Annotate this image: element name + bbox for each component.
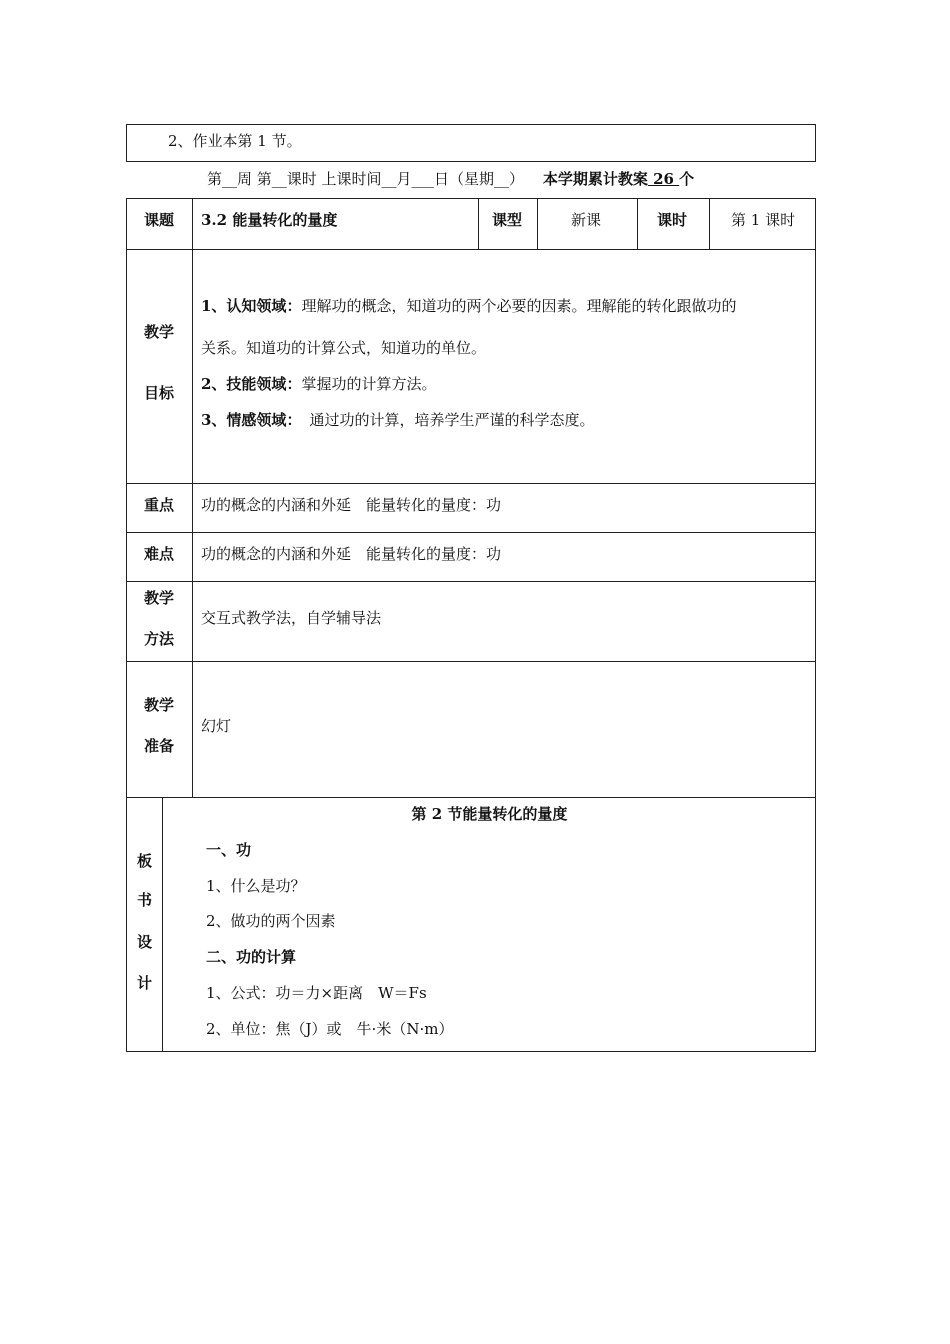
goal-skill-head: 2、技能领域：: [201, 375, 302, 393]
goal-affective-text: 通过功的计算，培养学生严谨的科学态度。: [309, 411, 595, 429]
method-value: 交互式教学法，自学辅导法: [201, 609, 382, 627]
key-value: 功的概念的内涵和外延 能量转化的量度：功: [201, 496, 502, 514]
board-line-2: 2、做功的两个因素: [206, 912, 336, 930]
header-total-count: 26: [647, 170, 680, 188]
type-label: 课型: [492, 211, 523, 229]
board-heading-work: 一、功: [206, 841, 252, 859]
goal-affective: [201, 409, 594, 430]
homework-text: 2、作业本第 1 节。: [168, 132, 302, 150]
difficult-value: 功的概念的内涵和外延 能量转化的量度：功: [201, 545, 502, 563]
method-label-2: 方法: [144, 630, 175, 648]
header-schedule: 第__周 第__课时 上课时间__月___日（星期__）: [207, 170, 525, 188]
board-label-char-3: 设: [137, 933, 153, 951]
hours-value: 第 1 课时: [731, 211, 796, 229]
prep-label-1: 教学: [144, 696, 175, 714]
goal-affective-head: 3、情感领域：: [201, 411, 302, 429]
hours-label: 课时: [657, 211, 688, 229]
goal-skill: [201, 373, 436, 394]
goal-cognitive: [201, 295, 736, 316]
title-label: 课题: [144, 211, 175, 229]
title-value: 3.2 能量转化的量度: [201, 211, 338, 229]
board-line-4: 2、单位：焦（J）或 牛·米（N·m）: [206, 1020, 454, 1038]
type-value: 新课: [571, 211, 602, 229]
board-title: 第 2 节能量转化的量度: [411, 805, 568, 823]
board-label-char-1: 板: [137, 852, 153, 870]
goals-label-1: 教学: [144, 323, 175, 341]
board-label-char-4: 计: [137, 974, 153, 992]
board-heading-calc: 二、功的计算: [206, 948, 297, 966]
header-total-label: 本学期累计教案: [542, 170, 648, 188]
board-line-3: 1、公式：功＝力×距离 W＝Fs: [206, 984, 427, 1002]
goals-label-2: 目标: [144, 384, 175, 402]
difficult-label: 难点: [144, 545, 175, 563]
prep-value: 幻灯: [201, 717, 232, 735]
header-total-unit: 个: [679, 170, 695, 188]
header-line: [207, 168, 694, 189]
method-label-1: 教学: [144, 589, 175, 607]
board-label-char-2: 书: [137, 891, 153, 909]
goal-skill-text: 掌握功的计算方法。: [301, 375, 437, 393]
prep-label-2: 准备: [144, 737, 175, 755]
goal-cognitive-text: 理解功的概念，知道功的两个必要的因素。理解能的转化跟做功的: [301, 297, 737, 315]
board-line-1: 1、什么是功？: [206, 877, 306, 895]
goal-cognitive-cont: 关系。知道功的计算公式，知道功的单位。: [201, 339, 487, 357]
key-label: 重点: [144, 496, 175, 514]
goal-cognitive-head: 1、认知领域：: [201, 297, 302, 315]
